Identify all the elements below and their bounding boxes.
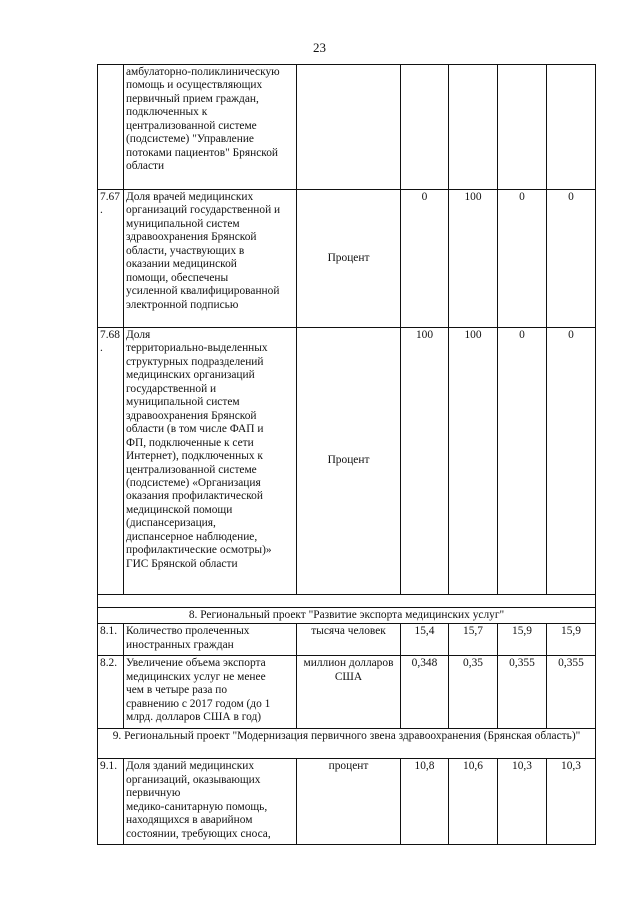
- row-number: [98, 65, 124, 190]
- unit-cell: тысяча человек: [297, 624, 401, 656]
- unit-cell: миллион долларов США: [297, 656, 401, 729]
- empty-row: [98, 595, 596, 608]
- table-row: [98, 656, 596, 729]
- row-number: 8.1.: [98, 624, 124, 656]
- page-number: 23: [313, 40, 326, 55]
- row-number: 7.67.: [98, 190, 124, 328]
- value-cell: 0,35: [449, 656, 498, 729]
- indicator-name: Доля врачей медицинских организаций государственной и муниципальной систем здравоохранения Брянской области, участвующих в оказании медицинской помощи, обеспечены усиленной квалифицированной электронной подписью: [124, 190, 297, 328]
- row-number: 8.2.: [98, 656, 124, 729]
- value-cell: [401, 65, 449, 190]
- value-cell: 0,355: [547, 656, 596, 729]
- value-cell: 100: [449, 190, 498, 328]
- section-header-row: [98, 729, 596, 759]
- section-header-row: [98, 608, 596, 624]
- value-cell: 0: [547, 328, 596, 595]
- table-row: [98, 624, 596, 656]
- unit-cell: Процент: [297, 328, 401, 595]
- value-cell: 0,355: [498, 656, 547, 729]
- indicators-table: [97, 64, 596, 845]
- unit-cell: Процент: [297, 190, 401, 328]
- value-cell: 15,9: [547, 624, 596, 656]
- value-cell: [498, 65, 547, 190]
- value-cell: 0: [498, 328, 547, 595]
- value-cell: [449, 65, 498, 190]
- row-number: 7.68.: [98, 328, 124, 595]
- value-cell: 15,4: [401, 624, 449, 656]
- value-cell: 100: [449, 328, 498, 595]
- value-cell: 15,9: [498, 624, 547, 656]
- table-row: [98, 328, 596, 595]
- indicator-name: амбулаторно-поликлиническую помощь и осуществляющих первичный прием граждан, подключенных к централизованной системе (подсистеме) "Управление потоками пациентов" Брянской области: [124, 65, 297, 190]
- value-cell: 0: [401, 190, 449, 328]
- indicator-name: Увеличение объема экспорта медицинских услуг не менее чем в четыре раза по сравнению с 2017 годом (до 1 млрд. долларов США в год): [124, 656, 297, 729]
- table-row: [98, 65, 596, 190]
- table-row: [98, 190, 596, 328]
- empty-cell: [98, 595, 596, 608]
- row-number: 9.1.: [98, 759, 124, 845]
- value-cell: 0: [498, 190, 547, 328]
- value-cell: 10,8: [401, 759, 449, 845]
- value-cell: 0,348: [401, 656, 449, 729]
- value-cell: 100: [401, 328, 449, 595]
- indicator-name: Доля зданий медицинских организаций, оказывающих первичную медико-санитарную помощь, находящихся в аварийном состоянии, требующих сноса,: [124, 759, 297, 845]
- section-title: 9. Региональный проект "Модернизация первичного звена здравоохранения (Брянская область)": [98, 729, 596, 759]
- unit-cell: [297, 65, 401, 190]
- value-cell: 10,6: [449, 759, 498, 845]
- unit-cell: процент: [297, 759, 401, 845]
- table-row: [98, 759, 596, 845]
- indicator-name: Количество пролеченных иностранных граждан: [124, 624, 297, 656]
- value-cell: 10,3: [498, 759, 547, 845]
- section-title: 8. Региональный проект "Развитие экспорта медицинских услуг": [98, 608, 596, 624]
- indicator-name: Доля территориально-выделенных структурных подразделений медицинских организаций государственной и муниципальной систем здравоохранения Брянской области (в том числе ФАП и ФП, подключенные к сети Интернет), подключенных к централизованной системе (подсистеме) «Организация оказания профилактической медицинской помощи (диспансеризация, диспансерное наблюдение, профилактические осмотры)» ГИС Брянской области: [124, 328, 297, 595]
- value-cell: 10,3: [547, 759, 596, 845]
- value-cell: 0: [547, 190, 596, 328]
- value-cell: 15,7: [449, 624, 498, 656]
- value-cell: [547, 65, 596, 190]
